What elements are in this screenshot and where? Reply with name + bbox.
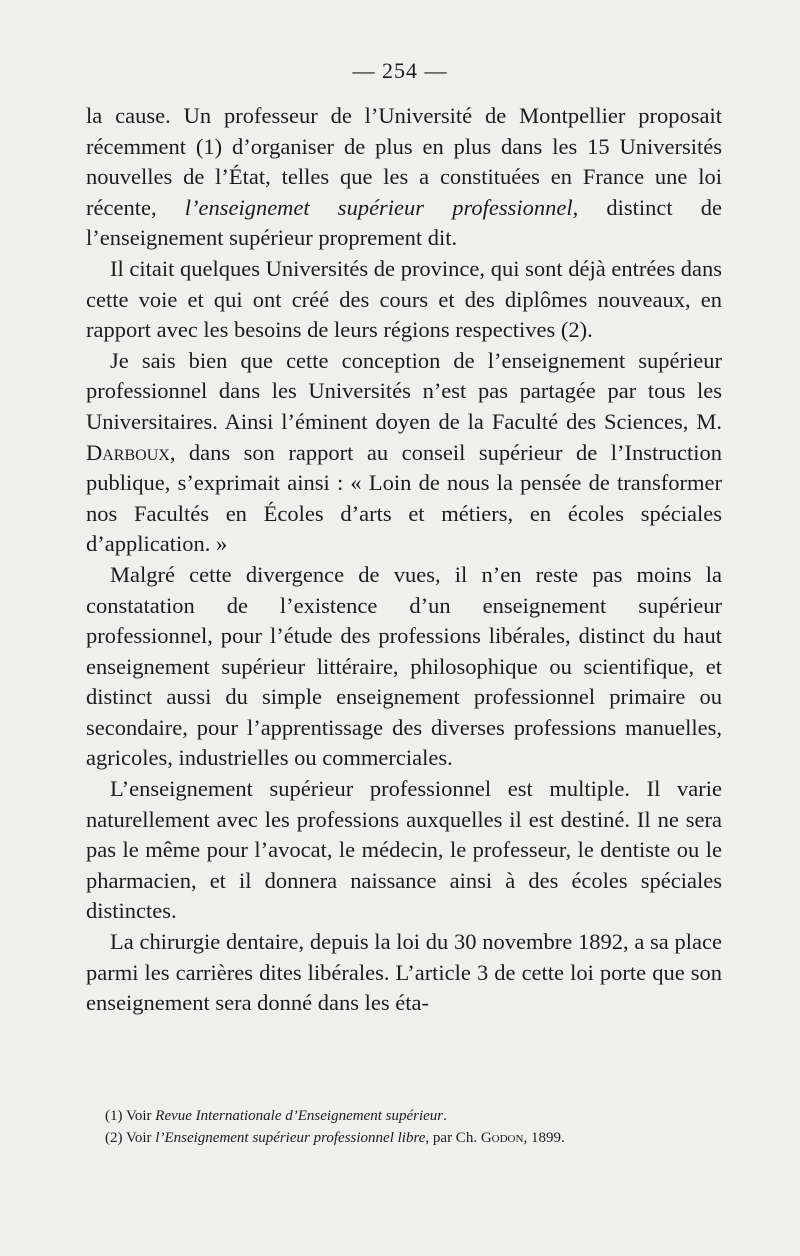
footnote-title: l’Enseignement supérieur professionnel libre — [155, 1130, 426, 1146]
footnote-text: , par Ch. — [425, 1130, 481, 1146]
author-name: Darboux — [86, 439, 170, 465]
page-number: — 254 — — [352, 58, 448, 83]
paragraph — [86, 101, 722, 254]
footnotes — [105, 1105, 725, 1149]
paragraph: La chirurgie dentaire, depuis la loi du 30 novembre 1892, a sa place parmi les carrières dites libérales. L’article 3 de cette loi porte que son enseignement sera donné dans les éta- — [86, 929, 722, 1016]
paragraph-text: , dans son rapport au conseil supérieur de l’Instruction publique, s’exprimait ainsi : « Loin de nous la pensée de transformer nos Facultés en Écoles d’arts et métiers, en écoles spéciales d’application. » — [86, 439, 722, 557]
footnote-text: . — [443, 1108, 447, 1124]
paragraph-text: la cause. Un professeur de l’Université de Montpellier proposait récemment (1) d’organiser de plus en plus dans les 15 Universités nouvelles de l’État, telles que les a constituées en France une loi récente, — [86, 103, 722, 220]
footnote — [105, 1105, 725, 1127]
emphasized-text: l’enseignemet supérieur professionnel — [184, 194, 573, 220]
paragraph — [86, 346, 722, 560]
footnote-marker: (2) — [105, 1130, 123, 1146]
footnote-marker: (1) — [105, 1108, 123, 1124]
paragraph-text: , distinct de l’enseignement supérieur proprement dit. — [86, 194, 722, 251]
paragraph: Malgré cette divergence de vues, il n’en reste pas moins la constatation de l’existence d’un enseignement supérieur professionnel, pour l’étude des professions libérales, distinct du haut enseignement supérieur littéraire, philosophique ou scientifique, et distinct aussi du simple enseignement professionnel primaire ou secondaire, pour l’apprentissage des diverses professions manuelles, agricoles, industrielles ou commerciales. — [86, 561, 722, 771]
footnote — [105, 1127, 725, 1149]
paragraph: L’enseignement supérieur professionnel est multiple. Il varie naturellement avec les professions auxquelles il est destiné. Il ne sera pas le même pour l’avocat, le médecin, le professeur, le dentiste ou le pharmacien, et il donnera naissance ainsi à des écoles spéciales distinctes. — [86, 776, 722, 924]
footnote-text: Voir — [122, 1130, 156, 1146]
footnote-text: Voir — [122, 1108, 156, 1124]
footnote-author: Godon — [480, 1130, 524, 1146]
footnote-text: , 1899. — [523, 1130, 565, 1146]
paragraph-text: Je sais bien que cette conception de l’enseignement supérieur professionnel dans les Universités n’est pas partagée par tous les Universitaires. Ainsi l’éminent doyen de la Faculté des Sciences, M. — [86, 347, 722, 434]
body-text — [86, 101, 722, 1019]
paragraph: Il citait quelques Universités de province, qui sont déjà entrées dans cette voie et qui ont créé des cours et des diplômes nouveaux, en rapport avec les besoins de leurs régions respectives (2). — [86, 255, 722, 343]
footnote-title: Revue Internationale d’Enseignement supérieur — [155, 1108, 444, 1124]
